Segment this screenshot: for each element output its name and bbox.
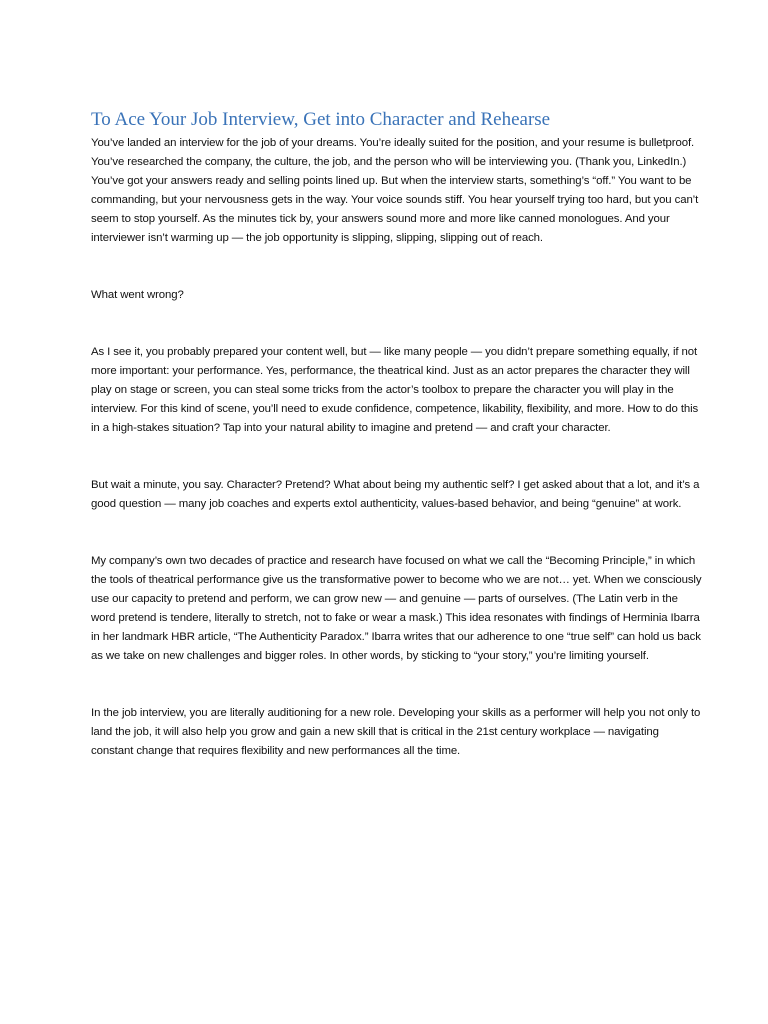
document-body — [91, 108, 703, 761]
paragraph-intro: You’ve landed an interview for the job of your dreams. You’re ideally suited for the position, and your resume is bulletproof. You’ve researched the company, the culture, the job, and the person who will be interviewing you. (Thank you, LinkedIn.) You’ve got your answers ready and selling points lined up. But when the interview starts, something’s “off.” You want to be commanding, but your nervousness gets in the way. Your voice sounds stiff. You hear yourself trying too hard, but you can’t seem to stop yourself. As the minutes tick by, your answers sound more and more like canned monologues. And your interviewer isn’t warming up — the job opportunity is slipping, slipping, slipping out of reach. — [91, 137, 699, 244]
paragraph-authenticity: But wait a minute, you say. Character? Pretend? What about being my authentic self? I get asked about that a lot, and it’s a good question — many job coaches and experts extol authenticity, values-based behavior, and being “genuine” at work. — [91, 479, 700, 510]
paragraph-performance: As I see it, you probably prepared your content well, but — like many people — you didn’t prepare something equally, if not more important: your performance. Yes, performance, the theatrical kind. Just as an actor prepares the character they will play on stage or screen, you can steal some tricks from the actor’s toolbox to prepare the character you will play in the interview. For this kind of scene, you’ll need to exude confidence, competence, likability, flexibility, and more. How to do this in a high-stakes situation? Tap into your natural ability to imagine and pretend — and craft your character. — [91, 346, 699, 434]
paragraph-audition: In the job interview, you are literally auditioning for a new role. Developing your skills as a performer will help you not only to land the job, it will also help you grow and gain a new skill that is critical in the 21st century workplace — navigating constant change that requires flexibility and new performances all the time. — [91, 707, 701, 757]
paragraph-becoming-principle: My company’s own two decades of practice and research have focused on what we call the “Becoming Principle,” in which the tools of theatrical performance give us the transformative power to become who we are not… yet. When we consciously use our capacity to pretend and perform, we can grow new — and genuine — parts of ourselves. (The Latin verb in the word pretend is tendere, literally to stretch, not to fake or wear a mask.) This idea resonates with findings of Herminia Ibarra in her landmark HBR article, “The Authenticity Paradox.” Ibarra writes that our adherence to one “true self” can hold us back as we take on new challenges and bigger roles. In other words, by sticking to “your story,” you’re limiting yourself. — [91, 555, 702, 662]
paragraph-question: What went wrong? — [91, 289, 184, 301]
article-title: To Ace Your Job Interview, Get into Character and Rehearse — [91, 109, 551, 130]
